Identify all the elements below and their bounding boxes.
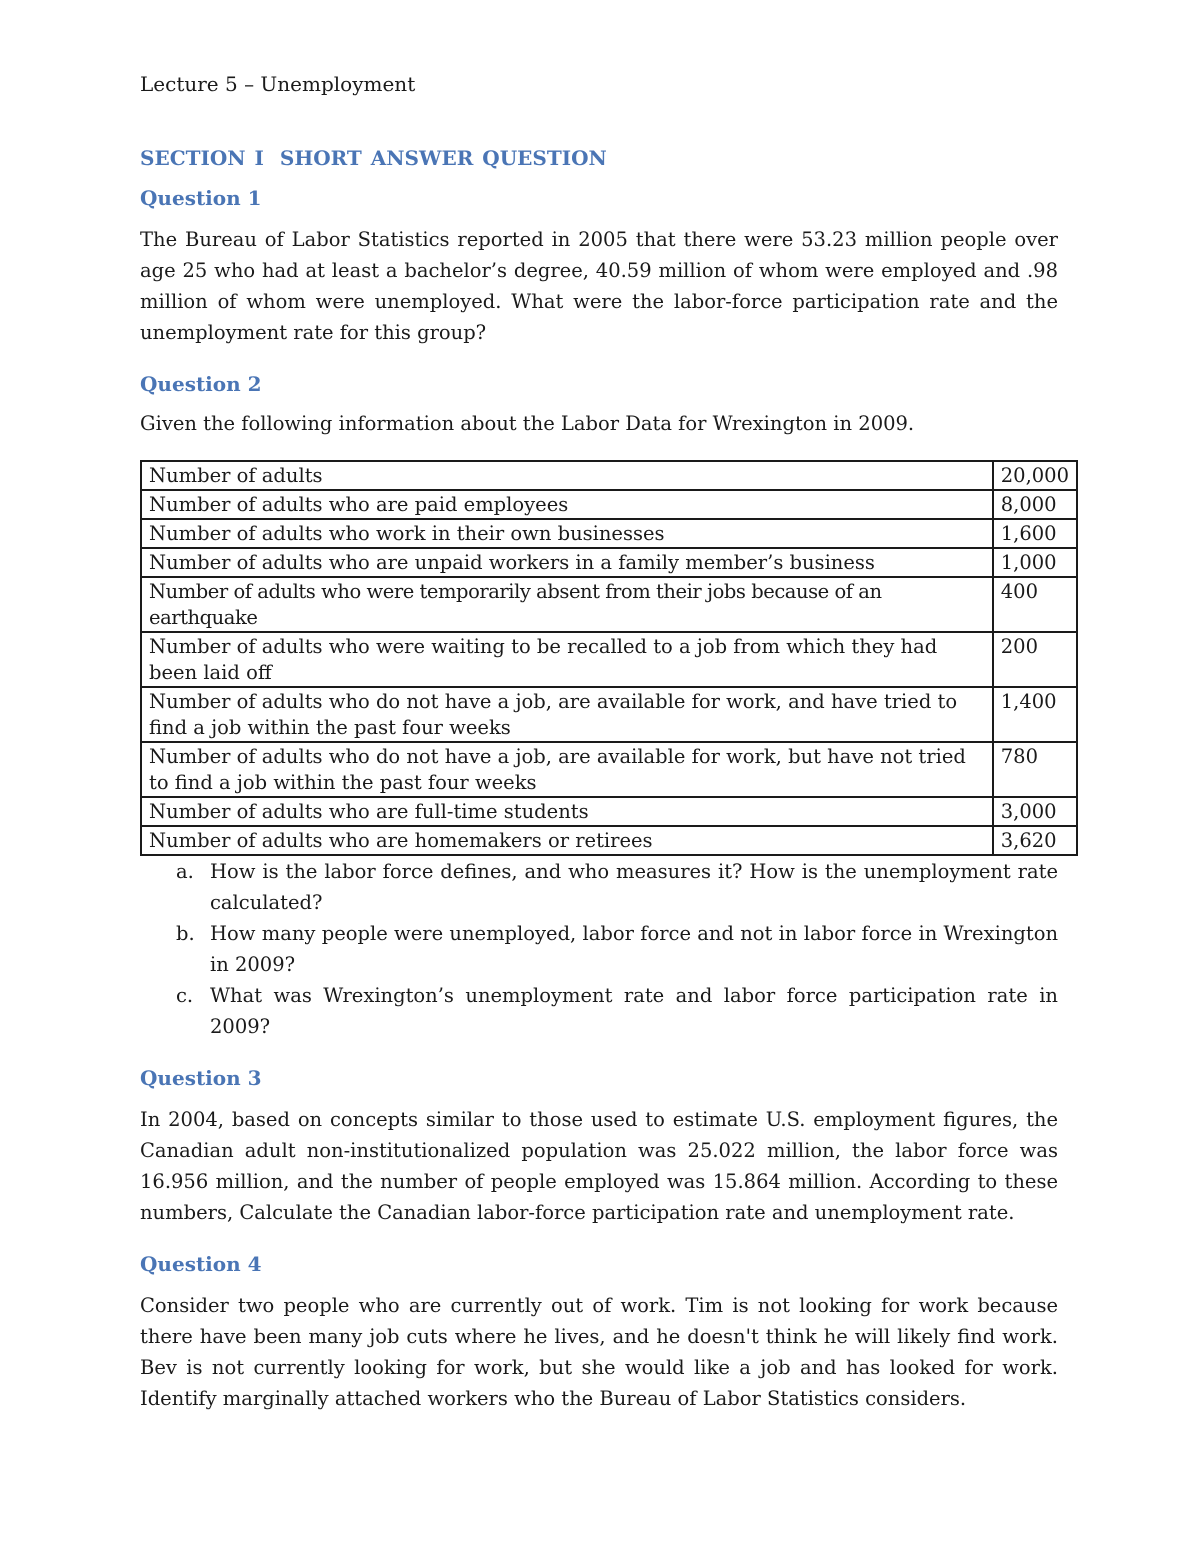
labor-data-table: [140, 460, 1078, 856]
question-4-heading: Question 4: [140, 1252, 262, 1276]
row-label: Number of adults who were waiting to be recalled to a job from which they had been laid off: [141, 632, 993, 687]
list-item: [176, 856, 1058, 918]
section-title: SHORT ANSWER QUESTION: [279, 146, 607, 170]
row-value: 200: [993, 632, 1077, 687]
table-row: [141, 519, 1077, 548]
question-2-subquestions: [140, 856, 1058, 1042]
row-value: 20,000: [993, 461, 1077, 490]
subquestion-text: How many people were unemployed, labor force and not in labor force in Wrexington in 2009?: [210, 922, 1058, 976]
row-label: Number of adults who were temporarily absent from their jobs because of an earthquake: [141, 577, 993, 632]
list-item: [176, 918, 1058, 980]
table-row: [141, 577, 1077, 632]
table-row: [141, 687, 1077, 742]
row-value: 780: [993, 742, 1077, 797]
document-page: [140, 70, 1069, 1436]
section-label: SECTION I: [140, 146, 264, 170]
subquestion-text: How is the labor force defines, and who measures it? How is the unemployment rate calculated?: [210, 860, 1058, 914]
row-label: Number of adults who work in their own businesses: [141, 519, 993, 548]
table-row: [141, 548, 1077, 577]
question-4-text: Consider two people who are currently out of work. Tim is not looking for work because there have been many job cuts where he lives, and he doesn't think he will likely find work. Bev is not currently looking for work, but she would like a job and has looked for work. Identify marginally attached workers who the Bureau of Labor Statistics considers.: [140, 1294, 1058, 1410]
row-value: 1,400: [993, 687, 1077, 742]
table-row: [141, 742, 1077, 797]
row-value: 3,000: [993, 797, 1077, 826]
lecture-title: Lecture 5 – Unemployment: [140, 72, 416, 96]
table-row: [141, 490, 1077, 519]
row-value: 1,000: [993, 548, 1077, 577]
question-3-text: In 2004, based on concepts similar to those used to estimate U.S. employment figures, the Canadian adult non-institutionalized population was 25.022 million, the labor force was 16.956 million, and the number of people employed was 15.864 million. According to these numbers, Calculate the Canadian labor-force participation rate and unemployment rate.: [140, 1108, 1058, 1224]
row-label: Number of adults who are full-time students: [141, 797, 993, 826]
list-marker: a.: [176, 860, 194, 883]
table-row: [141, 797, 1077, 826]
list-marker: b.: [176, 922, 195, 945]
row-value: 3,620: [993, 826, 1077, 855]
row-value: 8,000: [993, 490, 1077, 519]
row-value: 1,600: [993, 519, 1077, 548]
question-1-heading: Question 1: [140, 186, 262, 210]
question-1-text: The Bureau of Labor Statistics reported in 2005 that there were 53.23 million people over age 25 who had at least a bachelor’s degree, 40.59 million of whom were employed and .98 million of whom were unemployed. What were the labor-force participation rate and the unemployment rate for this group?: [140, 228, 1058, 344]
list-marker: c.: [176, 984, 194, 1007]
row-value: 400: [993, 577, 1077, 632]
question-3-heading: Question 3: [140, 1066, 262, 1090]
table-row: [141, 461, 1077, 490]
row-label: Number of adults who are unpaid workers in a family member’s business: [141, 548, 993, 577]
subquestion-text: What was Wrexington’s unemployment rate and labor force participation rate in 2009?: [210, 984, 1058, 1038]
row-label: Number of adults: [141, 461, 993, 490]
question-2-heading: Question 2: [140, 372, 262, 396]
table-row: [141, 632, 1077, 687]
row-label: Number of adults who are paid employees: [141, 490, 993, 519]
row-label: Number of adults who do not have a job, are available for work, and have tried to find a job within the past four weeks: [141, 687, 993, 742]
table-row: [141, 826, 1077, 855]
question-2-intro: Given the following information about the Labor Data for Wrexington in 2009.: [140, 412, 915, 435]
list-item: [176, 980, 1058, 1042]
row-label: Number of adults who do not have a job, are available for work, but have not tried to find a job within the past four weeks: [141, 742, 993, 797]
row-label: Number of adults who are homemakers or retirees: [141, 826, 993, 855]
section-heading: [140, 144, 1058, 172]
